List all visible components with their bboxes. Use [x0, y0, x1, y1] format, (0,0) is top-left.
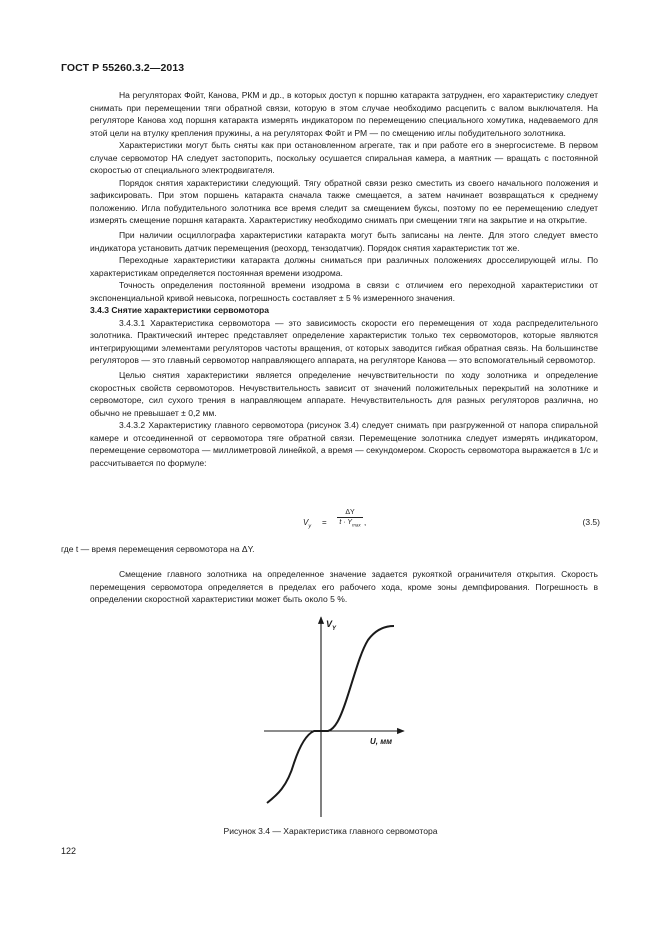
body-text: [90, 89, 598, 469]
paragraph: Характеристики могут быть сняты как при остановленном агрегате, так и при работе его в энергосистеме. В первом случае сервомотор НА следует застопорить, поскольку осушается спиральная камера, а маятник — вращать с постоянной скоростью от специального электродвигателя.: [90, 140, 598, 176]
paragraph: 3.4.3.2 Характеристику главного сервомотора (рисунок 3.4) следует снимать при разгруженной от напора спиральной камере и отсоединенной от сервомотора тяге обратной связи. Перемещение золотника следует измерять индикатором, перемещение сервомотора — миллиметровой линейкой, а время — секундомером. Скорость сервомотора выражается в 1/с и рассчитывается по формуле:: [90, 420, 598, 468]
formula-equals: =: [322, 518, 327, 527]
characteristic-curve: [267, 626, 394, 803]
body-text-after: [90, 568, 598, 606]
paragraph: Порядок снятия характеристики следующий. Тягу обратной связи резко сместить из своего начального положения и зафиксировать. При этом поршень катаракта сначала также смещается, а затем начинает возвращаться к среднему положению. Игла побудительного золотника все время следит за смещением буксы, поэтому по ее перемещению следует измерять смещение поршня катаракта. Характеристику необходимо снимать при смещении тяги на закрытие и на открытие.: [90, 177, 598, 226]
figure-caption: Рисунок 3.4 — Характеристика главного сервомотора: [223, 826, 438, 836]
paragraph: 3.4.3.1 Характеристика сервомотора — это зависимость скорости его перемещения от хода распределительного золотника. Практический интерес представляет определение характеристик только тех сервомоторов, которые являются интегрирующими элементами регуляторов частоты вращения, от которых заводится гибкая обратная связь. На большинстве регуляторов — это главный сервомотор направляющего аппарата, на регуляторе Канова — это вспомогательный сервомотор.: [90, 317, 598, 366]
paragraph: Смещение главного золотника на определенное значение задается рукояткой ограничителя открытия. Скорость перемещения сервомотора определяется в пределах его рабочего хода, кроме зоны демпфирования. Погрешность в определении скоростной характеристики может быть около 5 %.: [90, 569, 598, 605]
paragraph: Точность определения постоянной времени изодрома в связи с отличием его переходной характеристики от экспоненциальной кривой невысока, погрешность составляет ± 5 % измеренного значения.: [90, 280, 598, 303]
paragraph: Целью снятия характеристики является определение нечувствительности по ходу золотника и определение скоростных свойств сервомоторов. Нечувствительность зависит от значений положительных перекрытий на золотнике и сервомоторе, сил сухого трения в направляющем аппарате. Нечувствительность для разных регуляторов различна, но обычно не превышает ± 0,2 мм.: [90, 370, 598, 418]
servomotor-characteristic-figure: [262, 613, 422, 843]
formula-3-5: [300, 509, 600, 537]
page-number: 122: [61, 846, 77, 856]
y-axis-label: $V_Y$: [326, 619, 337, 632]
formula-number: (3.5): [582, 517, 600, 527]
paragraph: Переходные характеристики катаракта должны сниматься при различных положениях дросселирующей иглы. По характеристикам определяется постоянная времени изодрома.: [90, 255, 598, 278]
formula-denominator: $t \cdot Y_{max}$: [339, 519, 361, 528]
document-header: ГОСТ Р 55260.3.2—2013: [61, 62, 185, 74]
formula-comma: ,: [364, 518, 367, 527]
paragraph: При наличии осциллографа характеристики катаракта могут быть записаны на ленте. Для этого следует вместо индикатора установить датчик перемещения (реохорд, тензодатчик). Порядок снятия характеристик тот же.: [90, 230, 598, 253]
formula-numerator: ΔY: [337, 509, 363, 518]
formula-fraction: [337, 509, 363, 527]
formula-where: где t — время перемещения сервомотора на ΔY.: [61, 544, 255, 554]
x-axis-label: U, мм: [370, 737, 393, 746]
section-heading: 3.4.3 Снятие характеристики сервомотора: [90, 305, 270, 316]
paragraph: На регуляторах Фойт, Канова, РКМ и др., в которых доступ к поршню катаракта затруднен, его характеристику следует снимать при перемещении тяги обратной связи, которую в этом случае необходимо расцепить с валом выключателя. На регуляторе Канова ход поршня катаракта измерять индикатором по перемещению специального хомутика, надеваемого для этой цели на втулку крепления пружины, а на регуляторах Фойт и РМ — по смещению иглы побудительного золотника.: [90, 90, 598, 138]
formula-lhs: $V_y$: [303, 518, 312, 530]
